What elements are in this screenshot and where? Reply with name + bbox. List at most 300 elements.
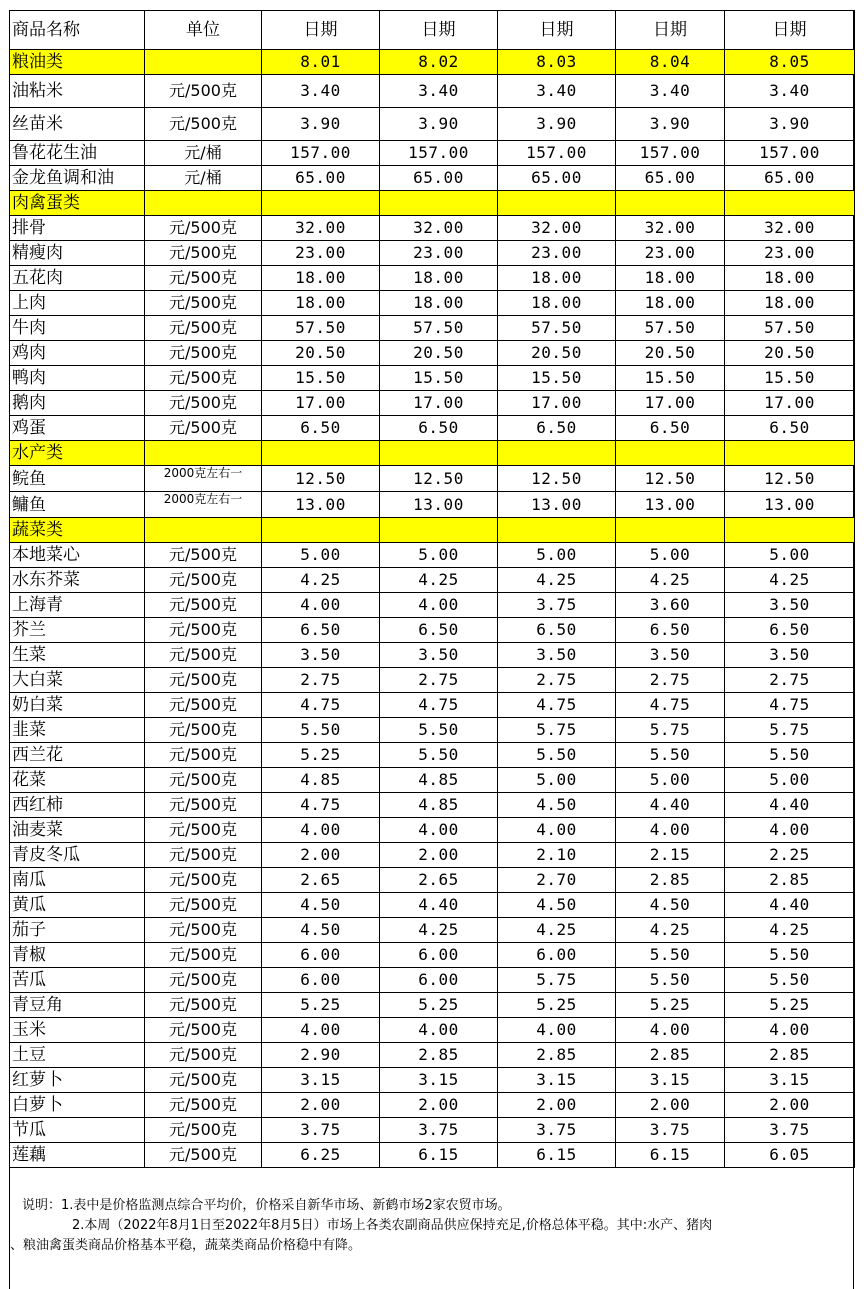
price-cell: 6.05 (725, 1143, 855, 1168)
price-cell: 3.40 (725, 75, 855, 108)
item-name: 苦瓜 (10, 968, 145, 993)
price-cell: 57.50 (725, 316, 855, 341)
item-name: 黄瓜 (10, 893, 145, 918)
item-name: 鹅肉 (10, 391, 145, 416)
item-name: 鲁花花生油 (10, 141, 145, 166)
price-cell: 2.00 (262, 843, 380, 868)
price-cell: 4.50 (262, 918, 380, 943)
table-row (10, 693, 855, 718)
table-row (10, 893, 855, 918)
price-cell: 13.00 (262, 492, 380, 518)
price-cell: 2.85 (380, 1043, 498, 1068)
table-row (10, 793, 855, 818)
price-cell: 2.00 (616, 1093, 725, 1118)
price-cell: 5.75 (616, 718, 725, 743)
item-unit: 元/500克 (145, 593, 262, 618)
price-cell: 6.00 (498, 943, 616, 968)
price-cell: 4.40 (725, 893, 855, 918)
category-unit-empty (145, 50, 262, 75)
price-cell: 4.50 (262, 893, 380, 918)
price-cell: 5.25 (725, 993, 855, 1018)
category-row (10, 441, 855, 466)
price-cell: 13.00 (616, 492, 725, 518)
price-cell: 6.15 (380, 1143, 498, 1168)
item-name: 水东芥菜 (10, 568, 145, 593)
price-cell: 17.00 (498, 391, 616, 416)
category-empty-cell (498, 518, 616, 543)
price-cell: 32.00 (616, 216, 725, 241)
price-cell: 65.00 (262, 166, 380, 191)
note-line-1: 说明：1.表中是价格监测点综合平均价，价格采自新华市场、新鹤市场2家农贸市场。 (22, 1198, 511, 1213)
price-cell: 5.75 (498, 968, 616, 993)
item-name: 牛肉 (10, 316, 145, 341)
price-cell: 65.00 (380, 166, 498, 191)
price-cell: 157.00 (380, 141, 498, 166)
price-cell: 2.25 (725, 843, 855, 868)
note-line-2: 2.本周（2022年8月1日至2022年8月5日）市场上各类农副商品供应保持充足,价格总体平稳。其中:水产、猪肉 (72, 1218, 713, 1233)
price-cell: 4.00 (380, 1018, 498, 1043)
price-cell: 12.50 (616, 466, 725, 492)
price-cell: 6.50 (498, 416, 616, 441)
category-empty-cell (262, 191, 380, 216)
item-name: 油粘米 (10, 75, 145, 108)
price-cell: 13.00 (725, 492, 855, 518)
item-name: 土豆 (10, 1043, 145, 1068)
category-empty-cell (498, 191, 616, 216)
price-cell: 2.15 (616, 843, 725, 868)
item-unit: 元/500克 (145, 1043, 262, 1068)
item-name: 鸭肉 (10, 366, 145, 391)
price-cell: 3.50 (725, 643, 855, 668)
category-empty-cell (725, 191, 855, 216)
item-name: 奶白菜 (10, 693, 145, 718)
price-cell: 4.25 (262, 568, 380, 593)
price-cell: 32.00 (498, 216, 616, 241)
table-row (10, 593, 855, 618)
price-cell: 15.50 (725, 366, 855, 391)
category-row (10, 518, 855, 543)
price-cell: 4.25 (616, 918, 725, 943)
price-cell: 157.00 (725, 141, 855, 166)
item-unit: 2000克左右一 (145, 466, 262, 492)
price-cell: 20.50 (498, 341, 616, 366)
price-cell: 3.50 (616, 643, 725, 668)
price-cell: 3.15 (616, 1068, 725, 1093)
price-cell: 3.50 (262, 643, 380, 668)
price-cell: 4.25 (498, 918, 616, 943)
price-cell: 3.50 (380, 643, 498, 668)
table-row (10, 316, 855, 341)
price-cell: 12.50 (380, 466, 498, 492)
price-cell: 3.15 (262, 1068, 380, 1093)
item-unit: 元/500克 (145, 75, 262, 108)
price-cell: 4.00 (725, 1018, 855, 1043)
header-row (10, 11, 855, 50)
notes (10, 1196, 850, 1256)
price-cell: 4.00 (616, 818, 725, 843)
price-cell: 3.40 (498, 75, 616, 108)
item-unit: 元/500克 (145, 266, 262, 291)
price-cell: 6.00 (380, 943, 498, 968)
price-cell: 4.75 (725, 693, 855, 718)
category-unit-empty (145, 518, 262, 543)
price-cell: 23.00 (616, 241, 725, 266)
price-cell: 2.75 (380, 668, 498, 693)
item-name: 鲩鱼 (10, 466, 145, 492)
price-cell: 5.00 (616, 543, 725, 568)
price-cell: 4.00 (380, 593, 498, 618)
category-empty-cell (380, 441, 498, 466)
price-cell: 4.25 (725, 568, 855, 593)
item-unit: 元/500克 (145, 241, 262, 266)
price-cell: 4.00 (380, 818, 498, 843)
price-cell: 15.50 (616, 366, 725, 391)
price-cell: 65.00 (725, 166, 855, 191)
price-cell: 3.90 (725, 108, 855, 141)
price-cell: 3.75 (380, 1118, 498, 1143)
category-empty-cell (725, 441, 855, 466)
price-cell: 18.00 (380, 291, 498, 316)
price-cell: 32.00 (725, 216, 855, 241)
item-name: 排骨 (10, 216, 145, 241)
table-row (10, 968, 855, 993)
date-value: 8.05 (725, 50, 855, 75)
price-cell: 6.50 (380, 618, 498, 643)
price-cell: 6.15 (616, 1143, 725, 1168)
price-cell: 6.15 (498, 1143, 616, 1168)
category-label: 肉禽蛋类 (10, 191, 145, 216)
table-row (10, 416, 855, 441)
item-unit: 元/桶 (145, 141, 262, 166)
price-cell: 5.50 (725, 943, 855, 968)
price-cell: 3.15 (725, 1068, 855, 1093)
price-cell: 4.25 (380, 918, 498, 943)
price-cell: 3.50 (498, 643, 616, 668)
price-cell: 5.25 (380, 993, 498, 1018)
item-unit: 元/500克 (145, 643, 262, 668)
price-cell: 2.75 (498, 668, 616, 693)
item-name: 红萝卜 (10, 1068, 145, 1093)
table-row (10, 291, 855, 316)
price-cell: 4.40 (616, 793, 725, 818)
price-cell: 157.00 (262, 141, 380, 166)
table-row (10, 166, 855, 191)
price-cell: 5.25 (262, 743, 380, 768)
price-cell: 157.00 (498, 141, 616, 166)
price-cell: 3.40 (380, 75, 498, 108)
category-empty-cell (616, 518, 725, 543)
item-unit: 元/500克 (145, 216, 262, 241)
header-date: 日期 (380, 11, 498, 50)
category-empty-cell (380, 191, 498, 216)
price-cell: 2.00 (262, 1093, 380, 1118)
date-value: 8.04 (616, 50, 725, 75)
price-cell: 57.50 (380, 316, 498, 341)
table-row (10, 918, 855, 943)
price-cell: 6.50 (380, 416, 498, 441)
price-cell: 2.85 (498, 1043, 616, 1068)
item-unit: 元/500克 (145, 693, 262, 718)
table-row (10, 993, 855, 1018)
price-cell: 4.75 (262, 793, 380, 818)
table-row (10, 843, 855, 868)
price-cell: 2.70 (498, 868, 616, 893)
item-unit: 元/500克 (145, 108, 262, 141)
item-name: 西兰花 (10, 743, 145, 768)
item-unit: 元/500克 (145, 366, 262, 391)
item-name: 南瓜 (10, 868, 145, 893)
price-cell: 4.50 (498, 793, 616, 818)
table-row (10, 1118, 855, 1143)
price-cell: 18.00 (380, 266, 498, 291)
price-cell: 2.65 (262, 868, 380, 893)
price-cell: 5.00 (380, 543, 498, 568)
price-cell: 5.50 (616, 968, 725, 993)
price-cell: 5.00 (498, 543, 616, 568)
category-label: 蔬菜类 (10, 518, 145, 543)
category-row (10, 191, 855, 216)
price-cell: 5.50 (498, 743, 616, 768)
price-cell: 6.50 (498, 618, 616, 643)
price-cell: 4.00 (498, 1018, 616, 1043)
price-cell: 4.25 (725, 918, 855, 943)
price-cell: 5.00 (725, 543, 855, 568)
price-cell: 3.40 (262, 75, 380, 108)
item-unit: 元/500克 (145, 316, 262, 341)
price-cell: 6.00 (380, 968, 498, 993)
price-cell: 4.75 (262, 693, 380, 718)
category-unit-empty (145, 441, 262, 466)
price-cell: 2.85 (616, 868, 725, 893)
price-cell: 32.00 (380, 216, 498, 241)
price-cell: 65.00 (498, 166, 616, 191)
price-cell: 20.50 (616, 341, 725, 366)
table-row (10, 568, 855, 593)
table-row (10, 266, 855, 291)
date-value: 8.02 (380, 50, 498, 75)
item-unit: 元/500克 (145, 818, 262, 843)
item-unit: 元/500克 (145, 968, 262, 993)
date-value: 8.03 (498, 50, 616, 75)
item-unit: 元/500克 (145, 568, 262, 593)
price-cell: 6.00 (262, 943, 380, 968)
table-row (10, 466, 855, 492)
price-cell: 2.90 (262, 1043, 380, 1068)
price-cell: 5.00 (262, 543, 380, 568)
price-cell: 5.50 (380, 743, 498, 768)
item-name: 玉米 (10, 1018, 145, 1043)
price-cell: 4.25 (616, 568, 725, 593)
item-unit: 元/500克 (145, 1093, 262, 1118)
item-name: 芥兰 (10, 618, 145, 643)
price-cell: 18.00 (262, 291, 380, 316)
item-unit: 元/500克 (145, 943, 262, 968)
item-name: 上海青 (10, 593, 145, 618)
category-empty-cell (498, 441, 616, 466)
price-cell: 23.00 (262, 241, 380, 266)
price-cell: 2.00 (380, 843, 498, 868)
price-cell: 5.75 (498, 718, 616, 743)
price-cell: 4.00 (616, 1018, 725, 1043)
price-cell: 15.50 (262, 366, 380, 391)
price-cell: 13.00 (498, 492, 616, 518)
price-cell: 6.50 (725, 618, 855, 643)
price-cell: 18.00 (725, 266, 855, 291)
price-cell: 4.40 (380, 893, 498, 918)
price-cell: 2.75 (725, 668, 855, 693)
item-name: 茄子 (10, 918, 145, 943)
item-unit: 元/500克 (145, 1018, 262, 1043)
price-cell: 3.90 (498, 108, 616, 141)
price-cell: 18.00 (725, 291, 855, 316)
price-cell: 3.90 (616, 108, 725, 141)
item-unit: 元/500克 (145, 291, 262, 316)
item-unit: 2000克左右一 (145, 492, 262, 518)
table-row (10, 391, 855, 416)
item-name: 丝苗米 (10, 108, 145, 141)
price-cell: 3.90 (262, 108, 380, 141)
price-cell: 3.15 (498, 1068, 616, 1093)
price-cell: 4.00 (262, 1018, 380, 1043)
header-date: 日期 (725, 11, 855, 50)
category-empty-cell (616, 191, 725, 216)
item-unit: 元/500克 (145, 416, 262, 441)
price-cell: 4.85 (380, 793, 498, 818)
price-cell: 57.50 (616, 316, 725, 341)
table-row (10, 216, 855, 241)
header-date: 日期 (498, 11, 616, 50)
item-unit: 元/500克 (145, 391, 262, 416)
price-cell: 3.40 (616, 75, 725, 108)
table-row (10, 543, 855, 568)
item-name: 上肉 (10, 291, 145, 316)
price-cell: 65.00 (616, 166, 725, 191)
table-row (10, 868, 855, 893)
item-unit: 元/500克 (145, 793, 262, 818)
item-name: 白萝卜 (10, 1093, 145, 1118)
table-row (10, 818, 855, 843)
item-unit: 元/500克 (145, 341, 262, 366)
table-row (10, 1018, 855, 1043)
item-name: 五花肉 (10, 266, 145, 291)
price-cell: 3.60 (616, 593, 725, 618)
price-cell: 2.10 (498, 843, 616, 868)
item-unit: 元/500克 (145, 868, 262, 893)
item-name: 本地菜心 (10, 543, 145, 568)
price-cell: 6.50 (725, 416, 855, 441)
price-cell: 18.00 (498, 291, 616, 316)
table-row (10, 108, 855, 141)
table-row (10, 618, 855, 643)
item-name: 金龙鱼调和油 (10, 166, 145, 191)
price-cell: 4.75 (616, 693, 725, 718)
price-cell: 2.65 (380, 868, 498, 893)
price-cell: 5.50 (616, 743, 725, 768)
item-name: 韭菜 (10, 718, 145, 743)
price-cell: 5.50 (616, 943, 725, 968)
price-cell: 157.00 (616, 141, 725, 166)
table-row (10, 668, 855, 693)
price-cell: 4.25 (380, 568, 498, 593)
price-cell: 15.50 (498, 366, 616, 391)
item-unit: 元/500克 (145, 918, 262, 943)
price-cell: 5.25 (616, 993, 725, 1018)
item-unit: 元/500克 (145, 993, 262, 1018)
note-line-3: 、粮油禽蛋类商品价格基本平稳，蔬菜类商品价格稳中有降。 (10, 1238, 362, 1253)
header-unit: 单位 (145, 11, 262, 50)
item-unit: 元/500克 (145, 668, 262, 693)
item-unit: 元/桶 (145, 166, 262, 191)
item-name: 油麦菜 (10, 818, 145, 843)
table-row (10, 75, 855, 108)
table-row (10, 1068, 855, 1093)
item-name: 青椒 (10, 943, 145, 968)
item-unit: 元/500克 (145, 1118, 262, 1143)
header-name: 商品名称 (10, 11, 145, 50)
price-cell: 2.00 (380, 1093, 498, 1118)
item-unit: 元/500克 (145, 718, 262, 743)
price-cell: 23.00 (498, 241, 616, 266)
table-row (10, 643, 855, 668)
category-row (10, 50, 855, 75)
category-label: 粮油类 (10, 50, 145, 75)
category-empty-cell (262, 441, 380, 466)
price-cell: 3.15 (380, 1068, 498, 1093)
price-cell: 57.50 (498, 316, 616, 341)
price-cell: 4.75 (498, 693, 616, 718)
price-cell: 5.50 (725, 743, 855, 768)
price-cell: 17.00 (616, 391, 725, 416)
price-cell: 3.90 (380, 108, 498, 141)
price-cell: 4.40 (725, 793, 855, 818)
category-unit-empty (145, 191, 262, 216)
table-row (10, 1043, 855, 1068)
header-date: 日期 (262, 11, 380, 50)
price-cell: 18.00 (498, 266, 616, 291)
price-cell: 3.75 (616, 1118, 725, 1143)
table-row (10, 341, 855, 366)
table-row (10, 141, 855, 166)
price-cell: 18.00 (616, 291, 725, 316)
price-cell: 2.00 (725, 1093, 855, 1118)
item-name: 青豆角 (10, 993, 145, 1018)
item-unit: 元/500克 (145, 1068, 262, 1093)
date-value: 8.01 (262, 50, 380, 75)
table-row (10, 768, 855, 793)
price-cell: 23.00 (380, 241, 498, 266)
table-row (10, 241, 855, 266)
price-cell: 3.50 (725, 593, 855, 618)
price-cell: 18.00 (616, 266, 725, 291)
item-unit: 元/500克 (145, 843, 262, 868)
price-cell: 4.75 (380, 693, 498, 718)
header-date: 日期 (616, 11, 725, 50)
price-cell: 4.85 (380, 768, 498, 793)
price-cell: 20.50 (262, 341, 380, 366)
price-cell: 15.50 (380, 366, 498, 391)
table-row (10, 1093, 855, 1118)
category-empty-cell (262, 518, 380, 543)
price-cell: 4.00 (725, 818, 855, 843)
price-cell: 5.50 (725, 968, 855, 993)
item-name: 莲藕 (10, 1143, 145, 1168)
price-cell: 2.00 (498, 1093, 616, 1118)
item-name: 大白菜 (10, 668, 145, 693)
category-empty-cell (616, 441, 725, 466)
price-cell: 12.50 (262, 466, 380, 492)
price-cell: 3.75 (498, 593, 616, 618)
item-name: 节瓜 (10, 1118, 145, 1143)
